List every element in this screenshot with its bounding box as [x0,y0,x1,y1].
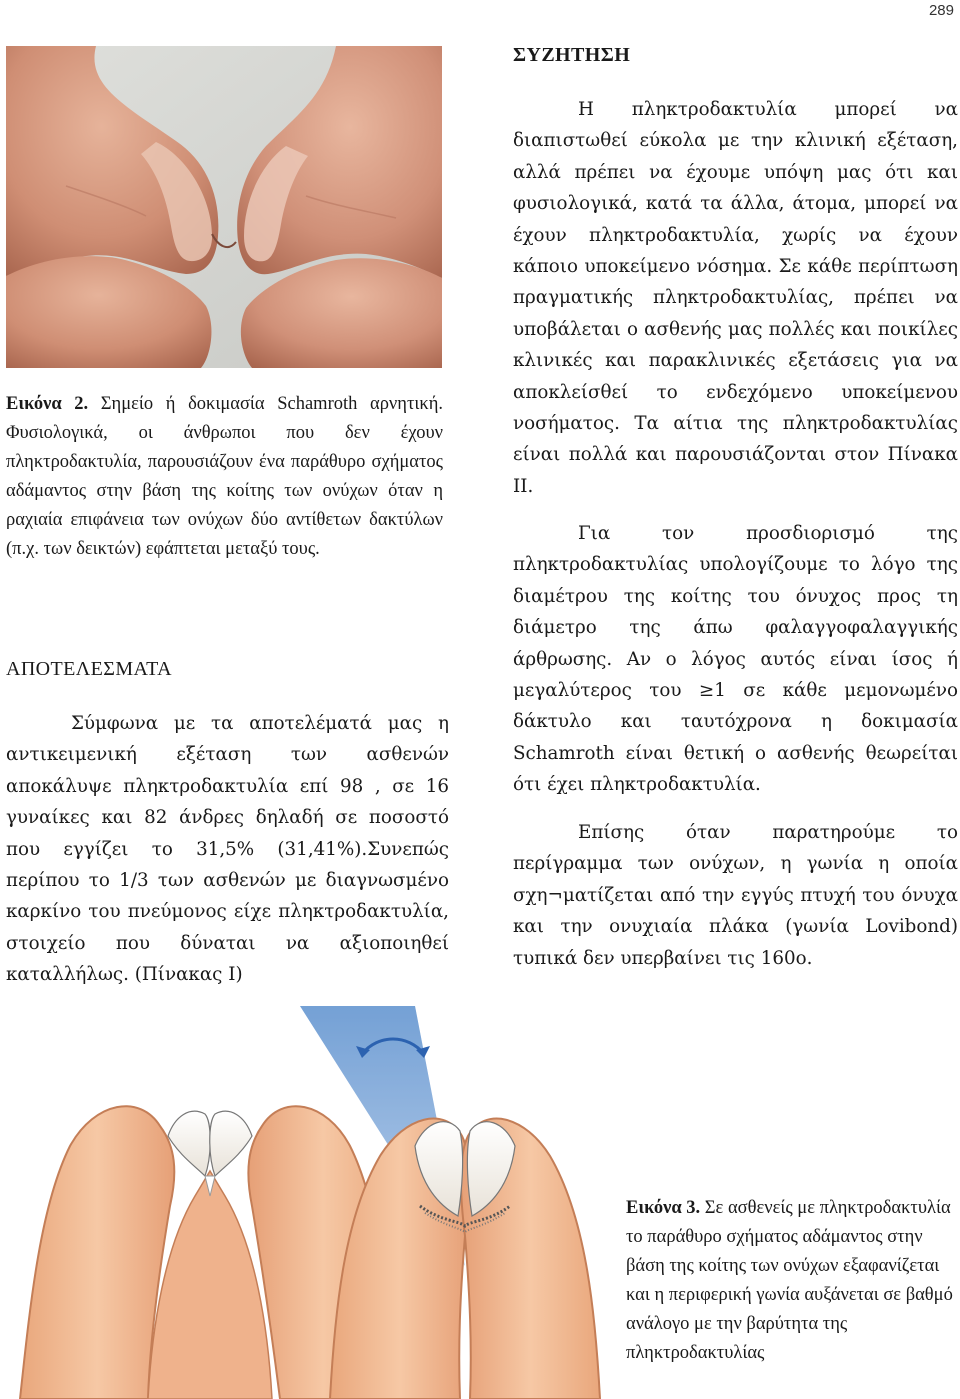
discussion-paragraph-3 [513,817,958,974]
figure3-illustration [0,1006,612,1399]
fingers-photo-image [6,46,442,368]
clubbing-diagram-image [0,1006,612,1399]
discussion-heading: ΣΥΖΗΤΗΣΗ [513,44,631,66]
page-number: 289 [928,2,954,19]
discussion-text-2: Για τον προσδιορισμό της πληκτροδακτυλίας υπολογίζουμε το λόγο της διαμέτρου της κοίτης του όνυχος προς τη διάμετρο της άπω φαλαγγοφαλαγγικής άρθρωσης. Αν ο λόγος αυτός είναι ίσος ή μεγαλύτερος του ≥1 σε κάθε μεμονωμένο δάκτυλο και ταυτόχρονα η δοκιμασία Schamroth είναι θετική ο ασθενής θεωρείται ότι έχει πληκτροδακτυλία. [513,523,958,796]
figure2-label: Εικόνα 2. [6,394,89,414]
results-heading: ΑΠΟΤΕΛΕΣΜΑΤΑ [6,658,173,680]
figure3-text: Σε ασθενείς με πληκτροδακτυλία το παράθυρο σχήματος αδάμαντος στην βάση της κοίτης των ονύχων εξαφανίζεται και η περιφερική γωνία αυξάνεται σε βαθμό ανάλογο με την βαρύτητα της πληκτροδακτυλίας [626,1198,953,1363]
discussion-paragraph-1 [513,94,958,502]
figure3-label: Εικόνα 3. [626,1198,701,1218]
figure2-text: Σημείο ή δοκιμασία Schamroth αρνητική. Φυσιολογικά, οι άνθρωποι που δεν έχουν πληκτροδακτυλία, παρουσιάζουν ένα παράθυρο σχήματος αδάμαντος στην βάση της κοίτης των ονύχων όταν η ραχιαία επιφάνεια των ονύχων δύο αντίθετων δακτύλων (π.χ. των δεικτών) εφάπτεται μεταξύ τους. [6,394,443,559]
figure2-caption [6,390,443,564]
figure2-photo [6,46,442,368]
discussion-paragraph-2 [513,518,958,801]
discussion-text-3: Επίσης όταν παρατηρούμε το περίγραμμα των ονύχων, η γωνία η οποία σχη¬ματίζεται από την εγγύς πτυχή του όνυχα και την ονυχιαία πλάκα (γωνία Lovibond) τυπικά δεν υπερβαίνει τις 160ο. [513,822,958,969]
discussion-text-1: Η πληκτροδακτυλία μπορεί να διαπιστωθεί εύκολα με την κλινική εξέταση, αλλά πρέπει να έχουμε υπόψη μας ότι και φυσιολογικά, κατά τα άλλα, άτομα, μπορεί να έχουν πληκτροδακτυλία, χωρίς να έχουν κάποιο υποκείμενο νόσημα. Σε κάθε περίπτωση πραγματικής πληκτροδακτυλίας, πρέπει να υποβάλεται ο ασθενής μας πολλές και ποικίλες κλινικές και παρακλινικές εξετάσεις για να αποκλείσθεί το ενδεχόμενο υποκείμενου νοσήματος. Τα αίτια της πληκτροδακτυλίας είναι πολλά και παρουσιάζονται στον Πίνακα ΙΙ. [513,99,958,497]
results-paragraph [6,708,449,991]
results-text: Σύμφωνα με τα αποτελέματά μας η αντικειμενική εξέταση των ασθενών αποκάλυψε πληκτροδακτυλία επί 98 , σε 16 γυναίκες και 82 άνδρες δηλαδή σε ποσοστό που εγγίζει το 31,5% (31,41%).Συνεπώς περίπου το 1/3 των ασθενών με διαγνωσμένο καρκίνο του πνεύμονος είχε πληκτροδακτυλία, στοιχείο που δύναται να αξιοποιηθεί καταλλήλως. (Πίνακας Ι) [6,713,449,986]
figure3-caption [626,1194,956,1368]
